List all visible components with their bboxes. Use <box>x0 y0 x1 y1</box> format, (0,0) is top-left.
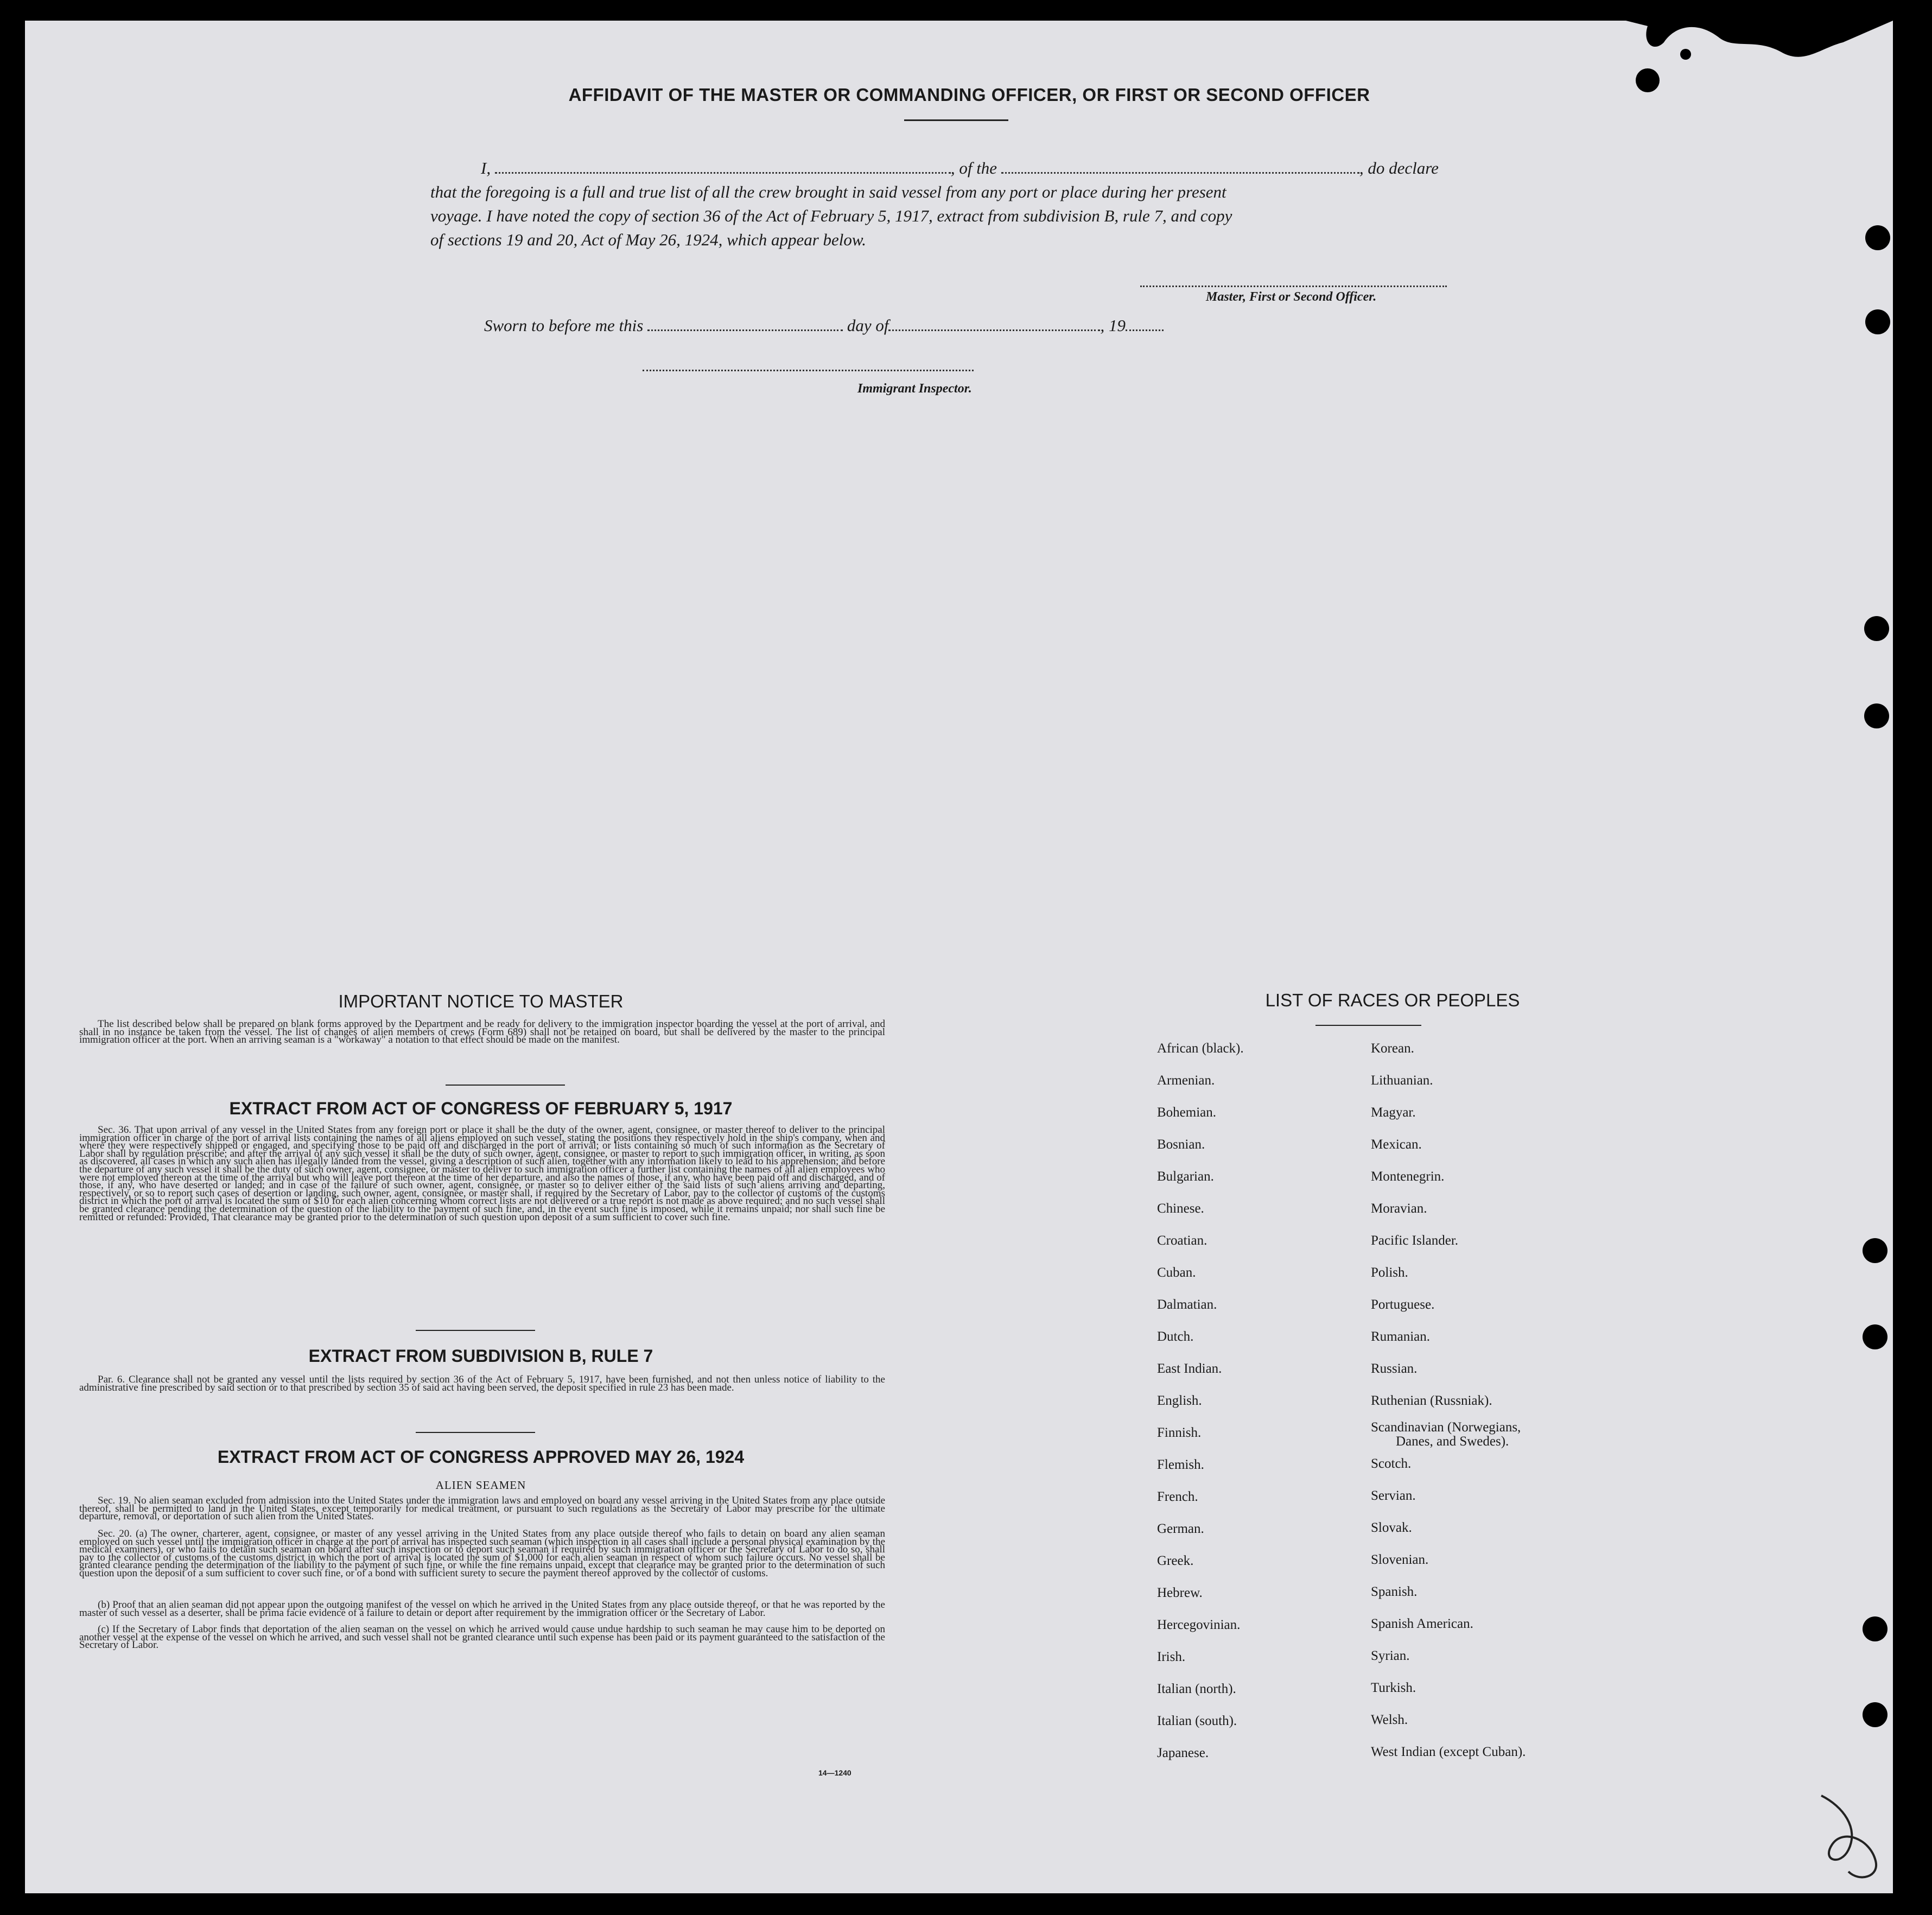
race-right-11: Ruthenian (Russniak). <box>1371 1393 1492 1408</box>
race-right-22: Welsh. <box>1371 1713 1408 1727</box>
race-left-15: German. <box>1157 1521 1204 1536</box>
notice-title: IMPORTANT NOTICE TO MASTER <box>338 991 624 1011</box>
race-right-0: Korean. <box>1371 1041 1414 1056</box>
race-left-1: Armenian. <box>1157 1073 1215 1088</box>
race-left-10: East Indian. <box>1157 1361 1222 1376</box>
affidavit-line-4: of sections 19 and 20, Act of May 26, 1924, which appear below. <box>430 230 867 249</box>
binder-hole <box>1865 309 1890 334</box>
race-left-3: Bosnian. <box>1157 1137 1205 1152</box>
race-right-1: Lithuanian. <box>1371 1073 1433 1088</box>
binder-hole <box>1864 616 1889 641</box>
of-the-label: , of the <box>950 158 997 177</box>
binder-hole <box>1863 1616 1887 1641</box>
race-left-14: French. <box>1157 1489 1198 1504</box>
binder-hole <box>1863 1238 1887 1263</box>
race-left-18: Hercegovinian. <box>1157 1618 1241 1632</box>
race-left-17: Hebrew. <box>1157 1586 1203 1600</box>
sec20b-body: (b) Proof that an alien seaman did not appear upon the outgoing manifest of the vessel on which he arrived in the United States from any place outside thereof, or that he was reported by the master of such vessel as a deserter, shall be prima facie evidence of a failure to detain or deport after requirement by the immigration officer or the Secretary of Labor. <box>79 1599 885 1619</box>
race-right-16: Slovak. <box>1371 1520 1412 1535</box>
extract-1924-title: EXTRACT FROM ACT OF CONGRESS APPROVED MAY 26, 1924 <box>217 1447 745 1467</box>
rule7-body: Par. 6. Clearance shall not be granted any vessel until the lists required by section 36 of the Act of February 5, 1917, have been furnished, and not then unless notice of liability to the administrative fine prescribed by said section or to that prescribed by section 35 of said act having been served, the deposit specified in rule 23 has been made. <box>79 1374 885 1393</box>
races-title-rule <box>1315 1025 1421 1026</box>
race-right-19: Spanish American. <box>1371 1616 1473 1631</box>
race-right-7: Polish. <box>1371 1265 1408 1280</box>
race-left-19: Irish. <box>1157 1650 1186 1664</box>
affidavit-line-3: voyage. I have noted the copy of section 36 of the Act of February 5, 1917, extract from subdivision B, rule 7, and copy <box>430 206 1232 225</box>
sec20c-body: (c) If the Secretary of Labor finds that deportation of the alien seaman on the vessel on which he arrived would cause undue hardship to such seaman he may cause him to be deported on another vessel at the expense of the vessel on which he arrived, and such vessel shall not be granted clearance until such expense has been paid or its payment guaranteed to the satisfaction of the Secretary of Labor. <box>79 1624 885 1651</box>
race-right-9: Rumanian. <box>1371 1329 1431 1344</box>
day-of-label: day of <box>847 316 889 335</box>
sworn-label: Sworn to before me this <box>484 316 644 335</box>
race-right-6: Pacific Islander. <box>1371 1233 1459 1248</box>
sworn-year-field[interactable] <box>1126 329 1164 331</box>
master-caption: Master, First or Second Officer. <box>1206 290 1377 304</box>
extract-1917-title: EXTRACT FROM ACT OF CONGRESS OF FEBRUARY 5, 1917 <box>229 1099 733 1118</box>
race-left-5: Chinese. <box>1157 1201 1204 1216</box>
race-left-6: Croatian. <box>1157 1233 1208 1248</box>
extract-1917-body: Sec. 36. That upon arrival of any vessel in the United States from any foreign port or place it shall be the duty of the owner, agent, consignee, or master thereof to deliver to the principal immigration officer in charge of the port of arrival lists containing the names of all aliens employed on such vessel, stating the positions they respectively hold in the ship's company, when and where they were respectively shipped or engaged, and specifying those to be paid off and discharged in the port of arrival; or lists containing so much of such information as the Secretary of Labor shall by regulation prescribe; and after the arrival of any such vessel it shall be the duty of such owner, agent, consignee, or master to report to such immigration officer, in writing, as soon as discovered, all cases in which any such alien has illegally landed from the vessel, giving a description of such alien, together with any information likely to lead to his apprehension; and before the departure of any such vessel it shall be the duty of such owner, agent, consignee, or master to deliver to such immigration officer a further list containing the names of all alien employees who were not employed thereon at the time of the arrival but who will leave port thereon at the time of her departure, and also the names of those, if any, who have been paid off and discharged, and of those, if any, who have deserted or landed; and in case of the failure of such owner, agent, consignee, or master so to deliver either of the said lists of such aliens arriving and departing, respectively, or so to report such cases of desertion or landing, such owner, agent, consignee, or master shall, if required by the Secretary of Labor, pay to the collector of customs of the customs district in which the port of arrival is located the sum of $10 for each alien concerning whom correct lists are not delivered or a true report is not made as above required; and no such vessel shall be granted clearance pending the determination of the question of the liability to the payment of such fine, and, in the event such fine is imposed, while it remains unpaid; nor shall such fine be remitted or refunded: Provided, That clearance may be granted prior to the determination of such question upon deposit of a sum sufficient to cover such fine. <box>79 1124 885 1223</box>
race-left-22: Japanese. <box>1157 1746 1209 1760</box>
document-page <box>25 21 1893 1893</box>
race-right-12: Scandinavian (Norwegians, <box>1371 1420 1521 1435</box>
do-declare-label: , do declare <box>1359 158 1439 177</box>
race-left-9: Dutch. <box>1157 1329 1194 1344</box>
binder-hole <box>1864 703 1889 728</box>
race-right-23: West Indian (except Cuban). <box>1371 1745 1526 1759</box>
race-right-5: Moravian. <box>1371 1201 1427 1216</box>
race-right-15: Servian. <box>1371 1488 1416 1503</box>
sec19-body: Sec. 19. No alien seaman excluded from admission into the United States under the immigration laws and employed on board any vessel arriving in the United States from any place outside thereof, shall be permitted to land in the United States, except temporarily for medical treatment, or pursuant to such regulations as the Secretary of Labor may prescribe for the ultimate departure, removal, or deportation of such alien from the United States. <box>79 1495 885 1523</box>
race-left-12: Finnish. <box>1157 1425 1202 1440</box>
race-left-16: Greek. <box>1157 1553 1194 1568</box>
race-left-13: Flemish. <box>1157 1457 1204 1472</box>
handwritten-mark <box>1810 1785 1886 1888</box>
race-left-20: Italian (north). <box>1157 1682 1236 1696</box>
title-rule <box>904 119 1008 121</box>
master-signature-line[interactable] <box>1140 286 1447 287</box>
race-right-3: Mexican. <box>1371 1137 1422 1152</box>
race-left-2: Bohemian. <box>1157 1105 1217 1120</box>
vessel-field[interactable] <box>1001 172 1359 174</box>
race-left-21: Italian (south). <box>1157 1714 1237 1728</box>
sworn-month-field[interactable] <box>888 329 1100 331</box>
race-left-11: English. <box>1157 1393 1202 1408</box>
race-right-10: Russian. <box>1371 1361 1418 1376</box>
form-number: 14—1240 <box>818 1768 851 1777</box>
binder-hole <box>1863 1702 1887 1727</box>
i-label: I, <box>481 158 491 177</box>
affidavit-line-1 <box>481 156 1512 180</box>
race-right-14: Scotch. <box>1371 1456 1412 1471</box>
inspector-signature-line[interactable] <box>643 370 974 371</box>
sworn-line <box>484 314 1164 338</box>
notice-body: The list described below shall be prepared on blank forms approved by the Department and be ready for delivery to the immigration inspector boarding the vessel at the port of arrival, and shall in no instance be taken from the vessel. The list of changes of alien members of crews (Form 689) shall not be retained on board, but shall be delivered by the master to the principal immigration officer at the port. When an arriving seaman is a "workaway" a notation to that effect should be made on the manifest. <box>79 1018 885 1046</box>
race-left-7: Cuban. <box>1157 1265 1196 1280</box>
name-field[interactable] <box>495 172 951 174</box>
sworn-day-field[interactable] <box>647 329 843 331</box>
race-left-8: Dalmatian. <box>1157 1297 1217 1312</box>
race-right-8: Portuguese. <box>1371 1297 1435 1312</box>
section-rule <box>446 1085 565 1086</box>
races-title: LIST OF RACES OR PEOPLES <box>1265 990 1520 1010</box>
sec20a-body: Sec. 20. (a) The owner, charterer, agent, consignee, or master of any vessel arriving in the United States from any place outside thereof who fails to detain on board any alien seaman employed on such vessel until the immigration officer in charge at the port of arrival has inspected such seaman (which inspection in all cases shall include a personal physical examination by the medical examiners), or who fails to detain such seaman on board after such inspection or to deport such seaman if required by such immigration officer or the Secretary of Labor to do so, shall pay to the collector of customs of the customs district in which the port of arrival is located the sum of $1,000 for each alien seaman in respect of whom such failure occurs. No vessel shall be granted clearance pending the determination of the liability to the payment of such fine, or while the fine remains unpaid, except that clearance may be granted prior to the determination of such question upon the deposit of a sum sufficient to cover such fine, or of a bond with sufficient surety to secure the payment thereof approved by the collector of customs. <box>79 1528 885 1579</box>
race-left-0: African (black). <box>1157 1041 1244 1056</box>
alien-seamen-subtitle: ALIEN SEAMEN <box>435 1479 526 1492</box>
rule7-title: EXTRACT FROM SUBDIVISION B, RULE 7 <box>308 1346 653 1366</box>
affidavit-line-2: that the foregoing is a full and true list of all the crew brought in said vessel from any port or place during her present <box>430 182 1226 201</box>
race-right-4: Montenegrin. <box>1371 1169 1445 1184</box>
section-rule <box>416 1432 535 1433</box>
race-right-18: Spanish. <box>1371 1584 1418 1599</box>
race-right-2: Magyar. <box>1371 1105 1416 1120</box>
inspector-caption: Immigrant Inspector. <box>857 382 972 396</box>
race-right-17: Slovenian. <box>1371 1552 1429 1567</box>
binder-hole <box>1863 1324 1887 1349</box>
torn-corner-stain <box>1626 21 1893 118</box>
affidavit-title: AFFIDAVIT OF THE MASTER OR COMMANDING OFFICER, OR FIRST OR SECOND OFFICER <box>568 85 1370 105</box>
race-left-4: Bulgarian. <box>1157 1169 1214 1184</box>
binder-hole <box>1865 225 1890 250</box>
section-rule <box>416 1330 535 1331</box>
race-right-20: Syrian. <box>1371 1648 1410 1663</box>
race-right-21: Turkish. <box>1371 1681 1416 1695</box>
race-right-13: Danes, and Swedes). <box>1396 1434 1509 1449</box>
year-label: , 19 <box>1100 316 1126 335</box>
